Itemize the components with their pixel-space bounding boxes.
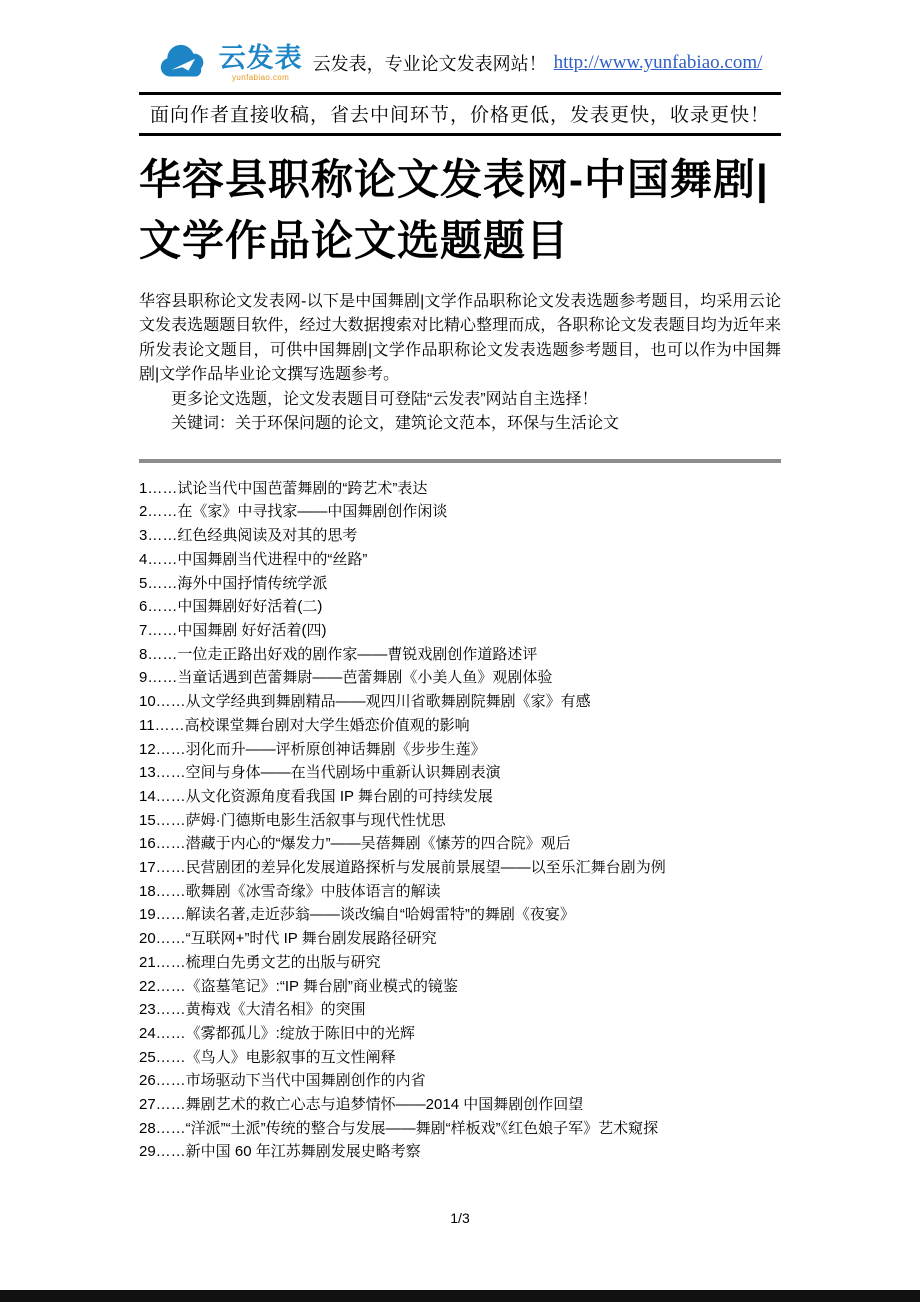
- section-divider: [139, 459, 781, 463]
- list-item: 22……《盗墓笔记》:“IP 舞台剧”商业模式的镜鉴: [139, 977, 458, 995]
- list-item: 17……民营剧团的差异化发展道路探析与发展前景展望——以至乐汇舞台剧为例: [139, 859, 666, 877]
- page-number: 1/3: [450, 1210, 470, 1226]
- list-item: 5……海外中国抒情传统学派: [139, 574, 328, 592]
- list-item: 23……黄梅戏《大清名相》的突围: [139, 1001, 366, 1019]
- header-rule-bottom: [139, 133, 781, 136]
- list-item: 25……《鸟人》电影叙事的互文性阐释: [139, 1048, 396, 1066]
- list-item: 1……试论当代中国芭蕾舞剧的“跨艺术”表达: [139, 479, 428, 497]
- list-item: 16……潜藏于内心的“爆发力”——吴蓓舞剧《愫芳的四合院》观后: [139, 835, 571, 853]
- document-content: [139, 0, 781, 1164]
- list-item: 12……羽化而升——评析原创神话舞剧《步步生莲》: [139, 740, 486, 758]
- cloud-logo-icon: [158, 44, 212, 82]
- list-item: 26……市场驱动下当代中国舞剧创作的内省: [139, 1072, 426, 1090]
- header-slogan: 面向作者直接收稿，省去中间环节，价格更低，发表更快，收录更快！: [149, 105, 770, 126]
- list-item: 3……红色经典阅读及对其的思考: [139, 527, 358, 545]
- brand-name: 云发表: [218, 42, 303, 73]
- bottom-bar: [0, 1290, 920, 1302]
- list-item: 11……高校课堂舞台剧对大学生婚恋价值观的影响: [139, 716, 470, 734]
- list-item: 21……梳理白先勇文艺的出版与研究: [139, 953, 381, 971]
- list-item: 10……从文学经典到舞剧精品——观四川省歌舞剧院舞剧《家》有感: [139, 693, 591, 711]
- list-item: 24……《雾都孤儿》:绽放于陈旧中的光辉: [139, 1024, 415, 1042]
- list-item: 13……空间与身体——在当代剧场中重新认识舞剧表演: [139, 764, 501, 782]
- list-item: 27……舞剧艺术的救亡心志与追梦情怀——2014 中国舞剧创作回望: [139, 1096, 584, 1114]
- site-tagline: 云发表，专业论文发表网站！: [312, 54, 547, 74]
- keywords-paragraph: 关键词：关于环保问题的论文，建筑论文范本，环保与生活论文: [171, 415, 620, 433]
- site-url-link[interactable]: http://www.yunfabiao.com/: [553, 52, 763, 73]
- list-item: 7……中国舞剧 好好活着(四): [139, 622, 327, 639]
- list-item: 20……“互联网+”时代 IP 舞台剧发展路径研究: [139, 930, 437, 948]
- list-item: 6……中国舞剧好好活着(二): [139, 598, 323, 616]
- list-item: 19……解读名著,走近莎翁——谈改编自“哈姆雷特”的舞剧《夜宴》: [139, 906, 575, 924]
- more-topics-paragraph: 更多论文选题，论文发表题目可登陆“云发表”网站自主选择！: [171, 390, 598, 408]
- list-item: 29……新中国 60 年江苏舞剧发展史略考察: [139, 1143, 421, 1161]
- list-item: 14……从文化资源角度看我国 IP 舞台剧的可持续发展: [139, 787, 493, 805]
- brand-domain: yunfabiao.com: [231, 72, 290, 82]
- logo-row: [139, 0, 781, 82]
- intro-paragraph: 华容县职称论文发表网-以下是中国舞剧|文学作品职称论文发表选题参考题目，均采用云论文发表选题题目软件，经过大数据搜索对比精心整理而成，各职称论文发表题目均为近年来所发表论文题目，可供中国舞剧|文学作品职称论文发表选题参考题目，也可以作为中国舞剧|文学作品毕业论文撰写选题参考。: [139, 292, 781, 384]
- page-title: 华容县职称论文发表网-中国舞剧|文学作品论文选题题目: [139, 156, 769, 264]
- site-header: [139, 0, 781, 136]
- list-item: 2……在《家》中寻找家——中国舞剧创作闲谈: [139, 503, 448, 521]
- list-item: 28……“洋派”“土派”传统的整合与发展——舞剧“样板戏”《红色娘子军》艺术窥探: [139, 1119, 659, 1137]
- list-item: 8……一位走正路出好戏的剧作家——曹锐戏剧创作道路述评: [139, 645, 538, 663]
- list-item: 4……中国舞剧当代进程中的“丝路”: [139, 550, 368, 568]
- list-item: 9……当童话遇到芭蕾舞尉——芭蕾舞剧《小美人鱼》观剧体验: [139, 669, 553, 687]
- brand-block: [218, 42, 303, 82]
- topic-list: [139, 477, 781, 1164]
- list-item: 15……萨姆·门德斯电影生活叙事与现代性忧思: [139, 811, 446, 829]
- list-item: 18……歌舞剧《冰雪奇缘》中肢体语言的解读: [139, 882, 441, 900]
